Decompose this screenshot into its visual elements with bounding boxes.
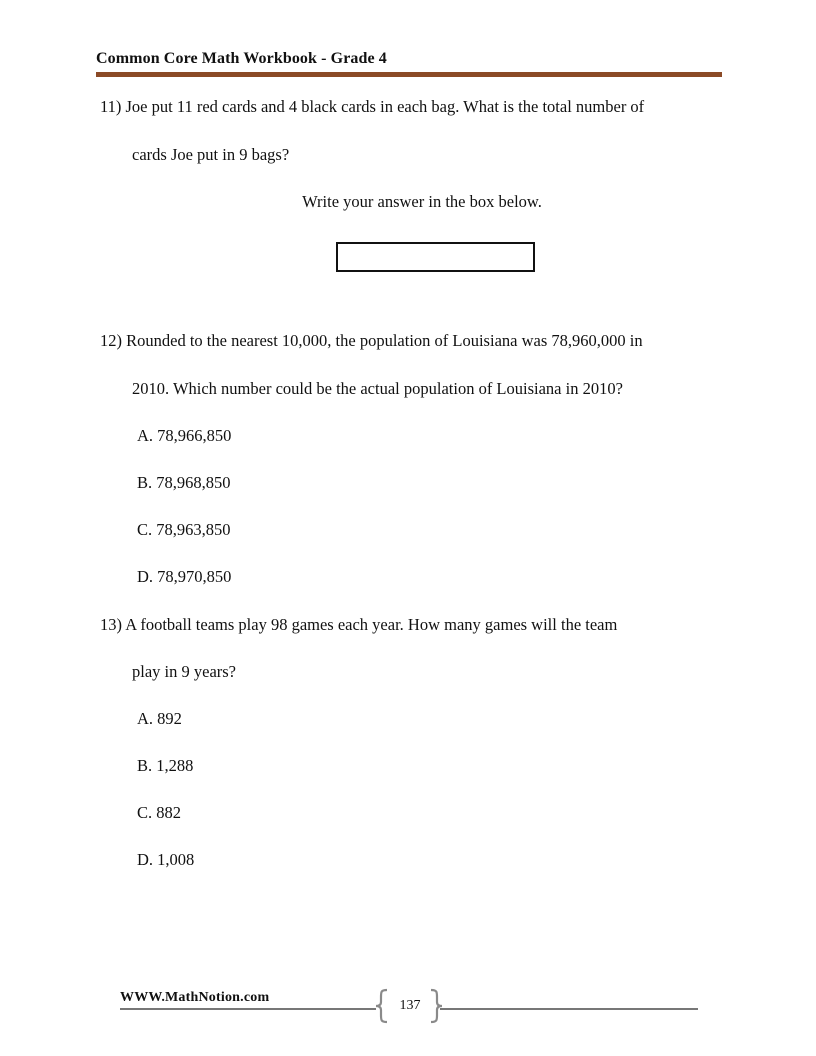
- option-12-d[interactable]: D. 78,970,850: [137, 567, 232, 586]
- option-12-b[interactable]: B. 78,968,850: [137, 473, 231, 492]
- right-brace-icon: [428, 988, 444, 1024]
- header-rule: [96, 72, 722, 77]
- question-11-line-2: cards Joe put in 9 bags?: [132, 145, 290, 164]
- left-brace-icon: [374, 988, 390, 1024]
- answer-instruction: Write your answer in the box below.: [302, 192, 542, 211]
- question-number: 11): [100, 97, 122, 116]
- option-13-b[interactable]: B. 1,288: [137, 756, 194, 775]
- question-text: Rounded to the nearest 10,000, the population of Louisiana was 78,960,000 in: [126, 331, 643, 350]
- answer-box[interactable]: [336, 242, 535, 272]
- option-12-a[interactable]: A. 78,966,850: [137, 426, 232, 445]
- footer-website: WWW.MathNotion.com: [120, 990, 270, 1005]
- option-13-a[interactable]: A. 892: [137, 709, 182, 728]
- question-number: 13): [100, 615, 122, 634]
- question-number: 12): [100, 331, 122, 350]
- question-text: Joe put 11 red cards and 4 black cards in each bag. What is the total number of: [125, 97, 645, 116]
- footer-rule-right: [440, 1008, 698, 1010]
- question-text: A football teams play 98 games each year. How many games will the team: [125, 615, 618, 634]
- page-number: 137: [399, 998, 421, 1013]
- question-12-line-1: [100, 331, 643, 351]
- page-header-title: Common Core Math Workbook - Grade 4: [96, 50, 387, 67]
- option-13-d[interactable]: D. 1,008: [137, 850, 195, 869]
- option-13-c[interactable]: C. 882: [137, 803, 182, 822]
- question-13-line-1: [100, 615, 617, 635]
- question-13-line-2: play in 9 years?: [132, 662, 237, 681]
- question-11-line-1: [100, 97, 644, 117]
- option-12-c[interactable]: C. 78,963,850: [137, 520, 231, 539]
- footer-rule-left: [120, 1008, 376, 1010]
- question-12-line-2: 2010. Which number could be the actual population of Louisiana in 2010?: [132, 379, 623, 398]
